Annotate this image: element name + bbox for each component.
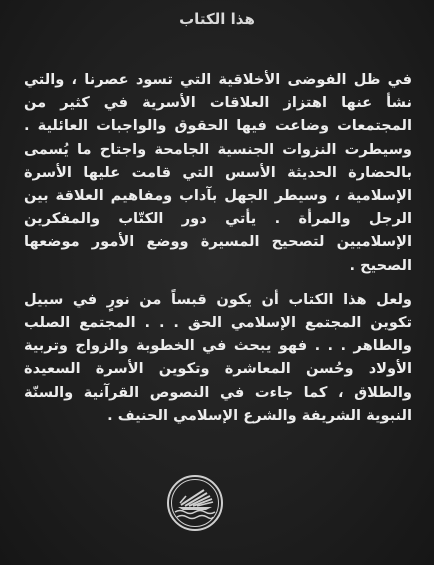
- ship-emblem-icon: [166, 474, 224, 532]
- description-paragraph-2: ولعل هذا الكتاب أن يكون قبساً من نورٍ في سبيل تكوين المجتمع الإسلامي الحق . . . المجتمع الصلب والطاهر . . . فهو يبحث في الخطوبة والزواج وتربية الأولاد وحُسن المعاشرة وتكوين الأسرة السعيدة والطلاق ، كما جاءت في النصوص القرآنية والسنّة النبوية الشريفة والشرع الإسلامي الحنيف .: [24, 290, 412, 424]
- description-paragraph-1: في ظل الفوضى الأخلاقية التي تسود عصرنا ، والتي نشأ عنها اهتزاز العلاقات الأسرية في كثير من المجتمعات وضاعت فيها الحقوق والواجبات العائلية . وسيطرت النزوات الجنسية الجامحة واجتاح ما يُسمى بالحضارة الحديثة الأسس التي قامت عليها الأسرة الإسلامية ، وسيطر الجهل بآداب ومفاهيم العلاقة بين الرجل والمرأة . يأتي دور الكتّاب والمفكرين الإسلاميين لتصحيح المسيرة ووضع الأمور موضعها الصحيح .: [24, 71, 412, 274]
- page-title: هذا الكتاب: [179, 10, 255, 28]
- cover-description: [24, 68, 412, 427]
